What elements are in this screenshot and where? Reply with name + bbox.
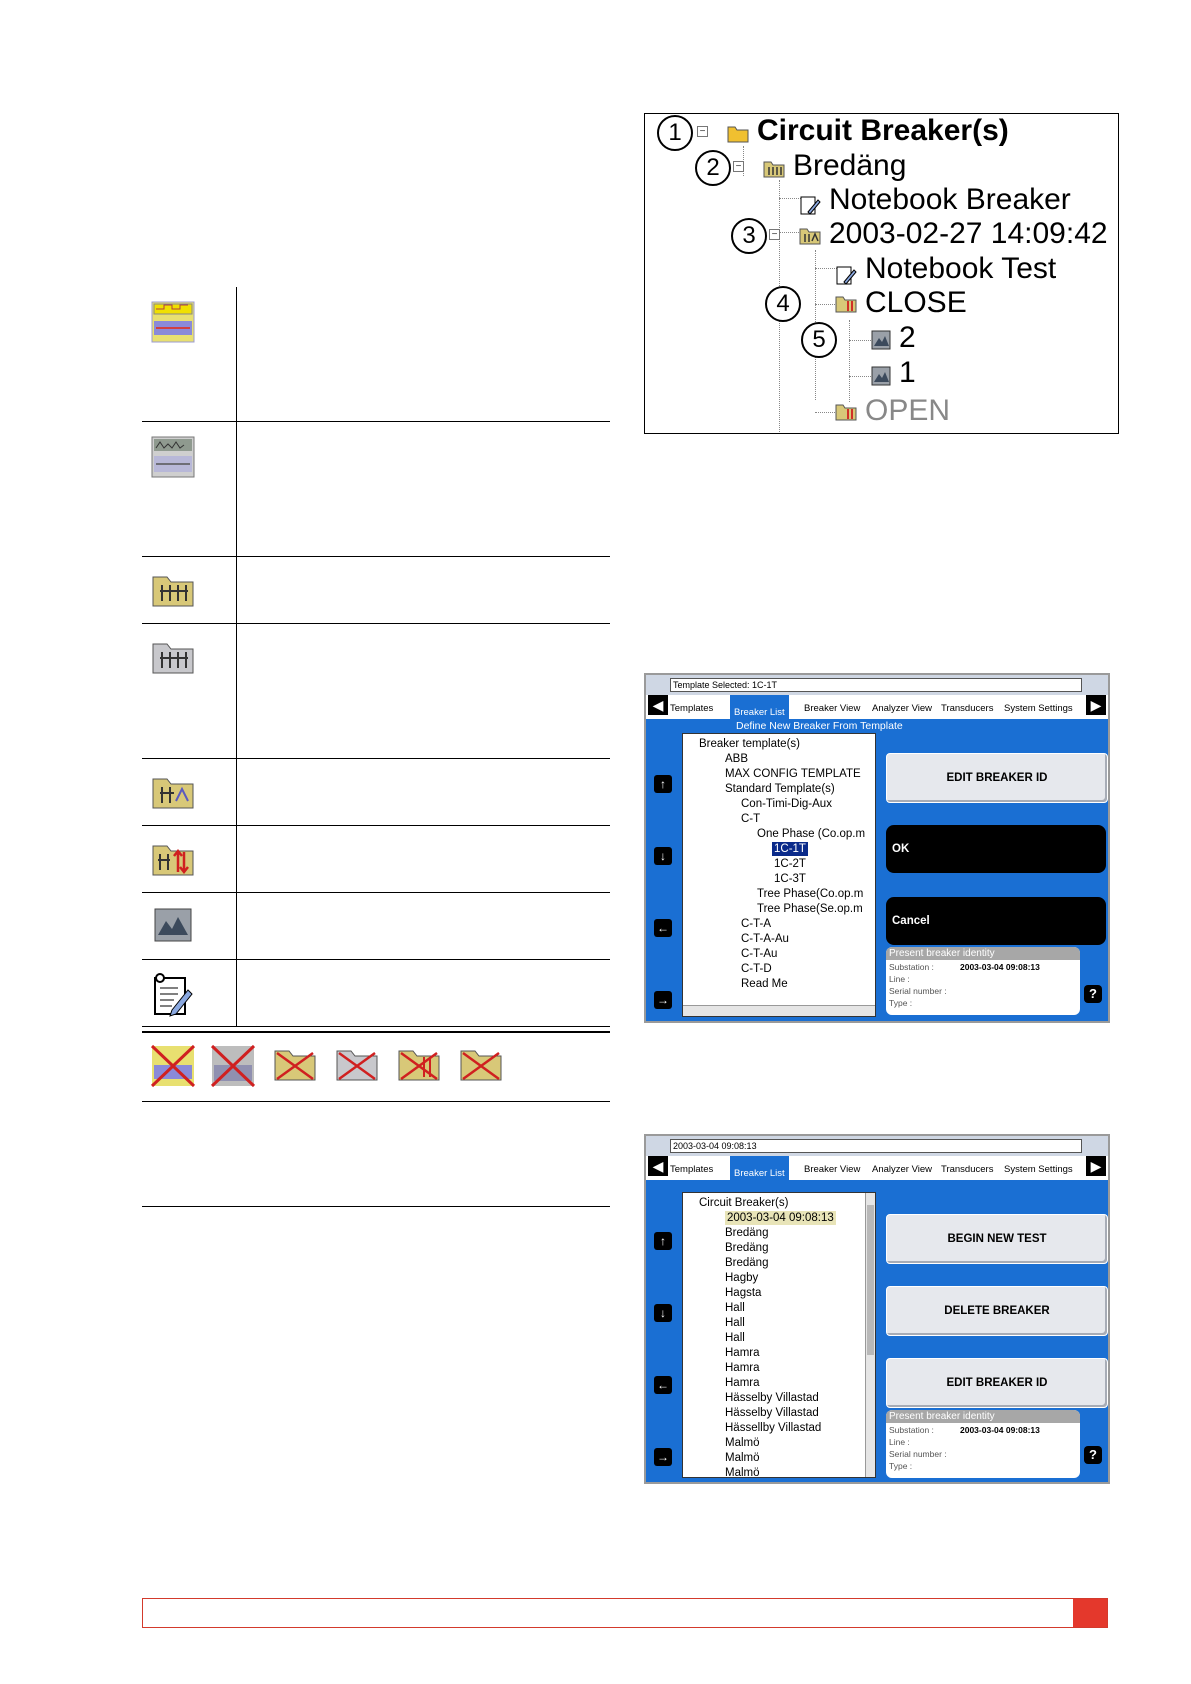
- legend-row-breaker-folder-gray: [142, 624, 610, 759]
- identity-label: Line :: [889, 1437, 910, 1447]
- crossed-analog-icon: [210, 1043, 256, 1089]
- breaker-folder-icon: [763, 159, 785, 179]
- breaker-tree[interactable]: [682, 1192, 876, 1478]
- tree-item[interactable]: C-T-D: [741, 963, 772, 975]
- tree-node-recording-1: 1: [899, 356, 916, 389]
- tab-breaker-view[interactable]: Breaker View: [804, 1164, 861, 1175]
- nav-left-button[interactable]: ←: [654, 919, 672, 937]
- tree-item-selected[interactable]: 2003-03-04 09:08:13: [727, 1212, 834, 1224]
- tree-node-notebook-breaker: Notebook Breaker: [829, 183, 1071, 216]
- nav-down-button[interactable]: ↓: [654, 847, 672, 865]
- tree-item[interactable]: Circuit Breaker(s): [699, 1197, 789, 1209]
- nav-right-button[interactable]: →: [654, 1448, 672, 1466]
- folder-icon: [727, 124, 749, 144]
- breaker-identity-panel: [886, 947, 1080, 1015]
- tab-breaker-list[interactable]: Breaker List: [730, 695, 789, 721]
- legend-row-operation-folder: [142, 826, 610, 893]
- breaker-identity-panel: [886, 1410, 1080, 1478]
- tab-analyzer-view[interactable]: Analyzer View: [872, 703, 933, 714]
- help-button[interactable]: ?: [1084, 985, 1102, 1003]
- legend-row-analog: [142, 422, 610, 557]
- tree-item[interactable]: Malmö: [725, 1467, 760, 1478]
- tree-item[interactable]: Hall: [725, 1332, 745, 1344]
- callout-3: 3: [731, 218, 767, 254]
- tree-item[interactable]: Hässelby Villastad: [725, 1407, 819, 1419]
- tab-breaker-list[interactable]: Breaker List: [730, 1156, 789, 1182]
- begin-new-test-button[interactable]: BEGIN NEW TEST: [886, 1214, 1108, 1264]
- screen-title: 2003-03-04 09:08:13: [670, 1139, 1082, 1153]
- timing-template-icon: [150, 299, 196, 345]
- tab-system-settings[interactable]: System Settings: [1004, 703, 1073, 714]
- tab-templates[interactable]: Templates: [670, 703, 714, 714]
- collapse-icon: −: [769, 229, 780, 240]
- page-footer: [142, 1598, 1108, 1628]
- identity-substation-value: 2003-03-04 09:08:13: [960, 1425, 1040, 1435]
- identity-label: Serial number :: [889, 1449, 947, 1459]
- test-folder-icon: [799, 226, 821, 246]
- identity-header: Present breaker identity: [886, 947, 1080, 960]
- collapse-icon: −: [733, 161, 744, 172]
- breaker-folder-gray-icon: [150, 636, 196, 676]
- screen-title: Template Selected: 1C-1T: [670, 678, 1082, 692]
- tree-item[interactable]: Hagsta: [725, 1287, 762, 1299]
- ok-button[interactable]: OK: [886, 825, 1106, 873]
- cancel-button[interactable]: Cancel: [886, 897, 1106, 945]
- tab-next-button[interactable]: ▶: [1086, 1156, 1106, 1176]
- tree-item[interactable]: Tree Phase(Se.op.m: [757, 903, 863, 915]
- crossed-folder-icon-1: [272, 1043, 318, 1083]
- tree-item[interactable]: 1C-3T: [774, 873, 806, 885]
- tree-item[interactable]: Hamra: [725, 1377, 760, 1389]
- tree-item[interactable]: Read Me: [741, 978, 788, 990]
- tree-item[interactable]: Hall: [725, 1302, 745, 1314]
- tree-item-selected[interactable]: 1C-1T: [774, 843, 806, 855]
- tree-item[interactable]: MAX CONFIG TEMPLATE: [725, 768, 861, 780]
- tab-next-button[interactable]: ▶: [1086, 695, 1106, 715]
- nav-right-button[interactable]: →: [654, 991, 672, 1009]
- tree-item[interactable]: Tree Phase(Co.op.m: [757, 888, 864, 900]
- help-button[interactable]: ?: [1084, 1446, 1102, 1464]
- tree-item[interactable]: Hamra: [725, 1347, 760, 1359]
- template-tree[interactable]: [682, 733, 876, 1017]
- tree-node-station: Bredäng: [793, 149, 907, 182]
- tree-node-recording-2: 2: [899, 321, 916, 354]
- tree-item[interactable]: Hall: [725, 1317, 745, 1329]
- tab-prev-button[interactable]: ◀: [648, 695, 668, 715]
- notebook-icon: [799, 194, 821, 216]
- breaker-tree-figure: [644, 113, 1119, 434]
- operation-folder-icon: [835, 294, 857, 314]
- tree-item[interactable]: ABB: [725, 753, 749, 765]
- nav-up-button[interactable]: ↑: [654, 1232, 672, 1250]
- tree-item[interactable]: Hagby: [725, 1272, 759, 1284]
- screen-caption: Define New Breaker From Template: [736, 720, 903, 732]
- identity-header: Present breaker identity: [886, 1410, 1080, 1423]
- tree-item[interactable]: Hamra: [725, 1362, 760, 1374]
- tab-breaker-view[interactable]: Breaker View: [804, 703, 861, 714]
- vertical-scrollbar[interactable]: [865, 1193, 875, 1477]
- divider-line: [142, 1206, 610, 1207]
- legend-row-notebook: [142, 960, 610, 1027]
- screen-define-breaker: [644, 673, 1110, 1023]
- delete-breaker-button[interactable]: DELETE BREAKER: [886, 1286, 1108, 1336]
- tree-node-close: CLOSE: [865, 286, 967, 319]
- crossed-icons-row: [142, 1031, 610, 1102]
- tree-item[interactable]: 1C-2T: [774, 858, 806, 870]
- callout-2: 2: [695, 150, 731, 186]
- legend-row-timing: [142, 287, 610, 422]
- scrollbar-thumb[interactable]: [867, 1205, 874, 1355]
- tree-item[interactable]: Malmö: [725, 1452, 760, 1464]
- tab-transducers[interactable]: Transducers: [941, 703, 994, 714]
- tab-analyzer-view[interactable]: Analyzer View: [872, 1164, 933, 1175]
- identity-label: Substation :: [889, 1425, 934, 1435]
- recording-icon: [871, 366, 891, 386]
- legend-row-recording: [142, 893, 610, 960]
- operation-folder-icon: [150, 838, 196, 878]
- identity-label: Line :: [889, 974, 910, 984]
- edit-breaker-id-button[interactable]: EDIT BREAKER ID: [886, 1358, 1108, 1408]
- crossed-timing-icon: [150, 1043, 196, 1089]
- tree-item[interactable]: Hässellby Villastad: [725, 1422, 822, 1434]
- tree-node-root: Circuit Breaker(s): [757, 114, 1009, 147]
- identity-label: Type :: [889, 1461, 913, 1471]
- nav-left-button[interactable]: ←: [654, 1376, 672, 1394]
- tree-item[interactable]: One Phase (Co.op.m: [757, 828, 866, 840]
- callout-4: 4: [765, 286, 801, 322]
- notebook-icon: [835, 264, 857, 286]
- recording-icon: [150, 905, 196, 945]
- tree-item[interactable]: C-T: [741, 813, 761, 825]
- tree-item[interactable]: Breaker template(s): [699, 738, 800, 750]
- notebook-icon: [150, 972, 196, 1018]
- tree-item[interactable]: Bredäng: [725, 1227, 769, 1239]
- tree-item[interactable]: C-T-A-Au: [741, 933, 789, 945]
- crossed-folder-icon-4: [458, 1043, 504, 1083]
- tree-item[interactable]: Bredäng: [725, 1257, 769, 1269]
- legend-row-breaker-folder: [142, 557, 610, 624]
- recording-icon: [871, 330, 891, 350]
- tree-node-test-date: 2003-02-27 14:09:42: [829, 217, 1108, 250]
- tab-prev-button[interactable]: ◀: [648, 1156, 668, 1176]
- crossed-folder-icon-2: [334, 1043, 380, 1083]
- tab-transducers[interactable]: Transducers: [941, 1164, 994, 1175]
- screen-breaker-list: [644, 1134, 1110, 1484]
- horizontal-scrollbar[interactable]: [683, 1005, 875, 1016]
- identity-substation-value: 2003-03-04 09:08:13: [960, 962, 1040, 972]
- collapse-icon: −: [697, 126, 708, 137]
- identity-label: Substation :: [889, 962, 934, 972]
- tab-system-settings[interactable]: System Settings: [1004, 1164, 1073, 1175]
- tree-item[interactable]: Hässelby Villastad: [725, 1392, 819, 1404]
- test-folder-icon: [150, 771, 196, 811]
- tree-item[interactable]: Bredäng: [725, 1242, 769, 1254]
- nav-up-button[interactable]: ↑: [654, 775, 672, 793]
- crossed-folder-icon-3: [396, 1043, 442, 1083]
- tab-templates[interactable]: Templates: [670, 1164, 714, 1175]
- operation-folder-icon: [835, 402, 857, 422]
- tree-item[interactable]: Malmö: [725, 1437, 760, 1449]
- tree-item[interactable]: C-T-A: [741, 918, 772, 930]
- tree-node-open: OPEN: [865, 394, 951, 427]
- callout-1: 1: [657, 115, 693, 151]
- identity-label: Type :: [889, 998, 913, 1008]
- analog-template-icon: [150, 434, 196, 480]
- callout-5: 5: [801, 322, 837, 358]
- identity-label: Serial number :: [889, 986, 947, 996]
- nav-down-button[interactable]: ↓: [654, 1304, 672, 1322]
- tree-item[interactable]: C-T-Au: [741, 948, 778, 960]
- breaker-folder-icon: [150, 569, 196, 609]
- tree-node-notebook-test: Notebook Test: [865, 252, 1057, 285]
- icon-legend-table: [142, 287, 610, 1027]
- footer-page-tab: [1073, 1599, 1107, 1627]
- edit-breaker-id-button[interactable]: EDIT BREAKER ID: [886, 753, 1108, 803]
- tree-item[interactable]: Con-Timi-Dig-Aux: [741, 798, 832, 810]
- tree-item[interactable]: Standard Template(s): [725, 783, 835, 795]
- legend-row-test-folder: [142, 759, 610, 826]
